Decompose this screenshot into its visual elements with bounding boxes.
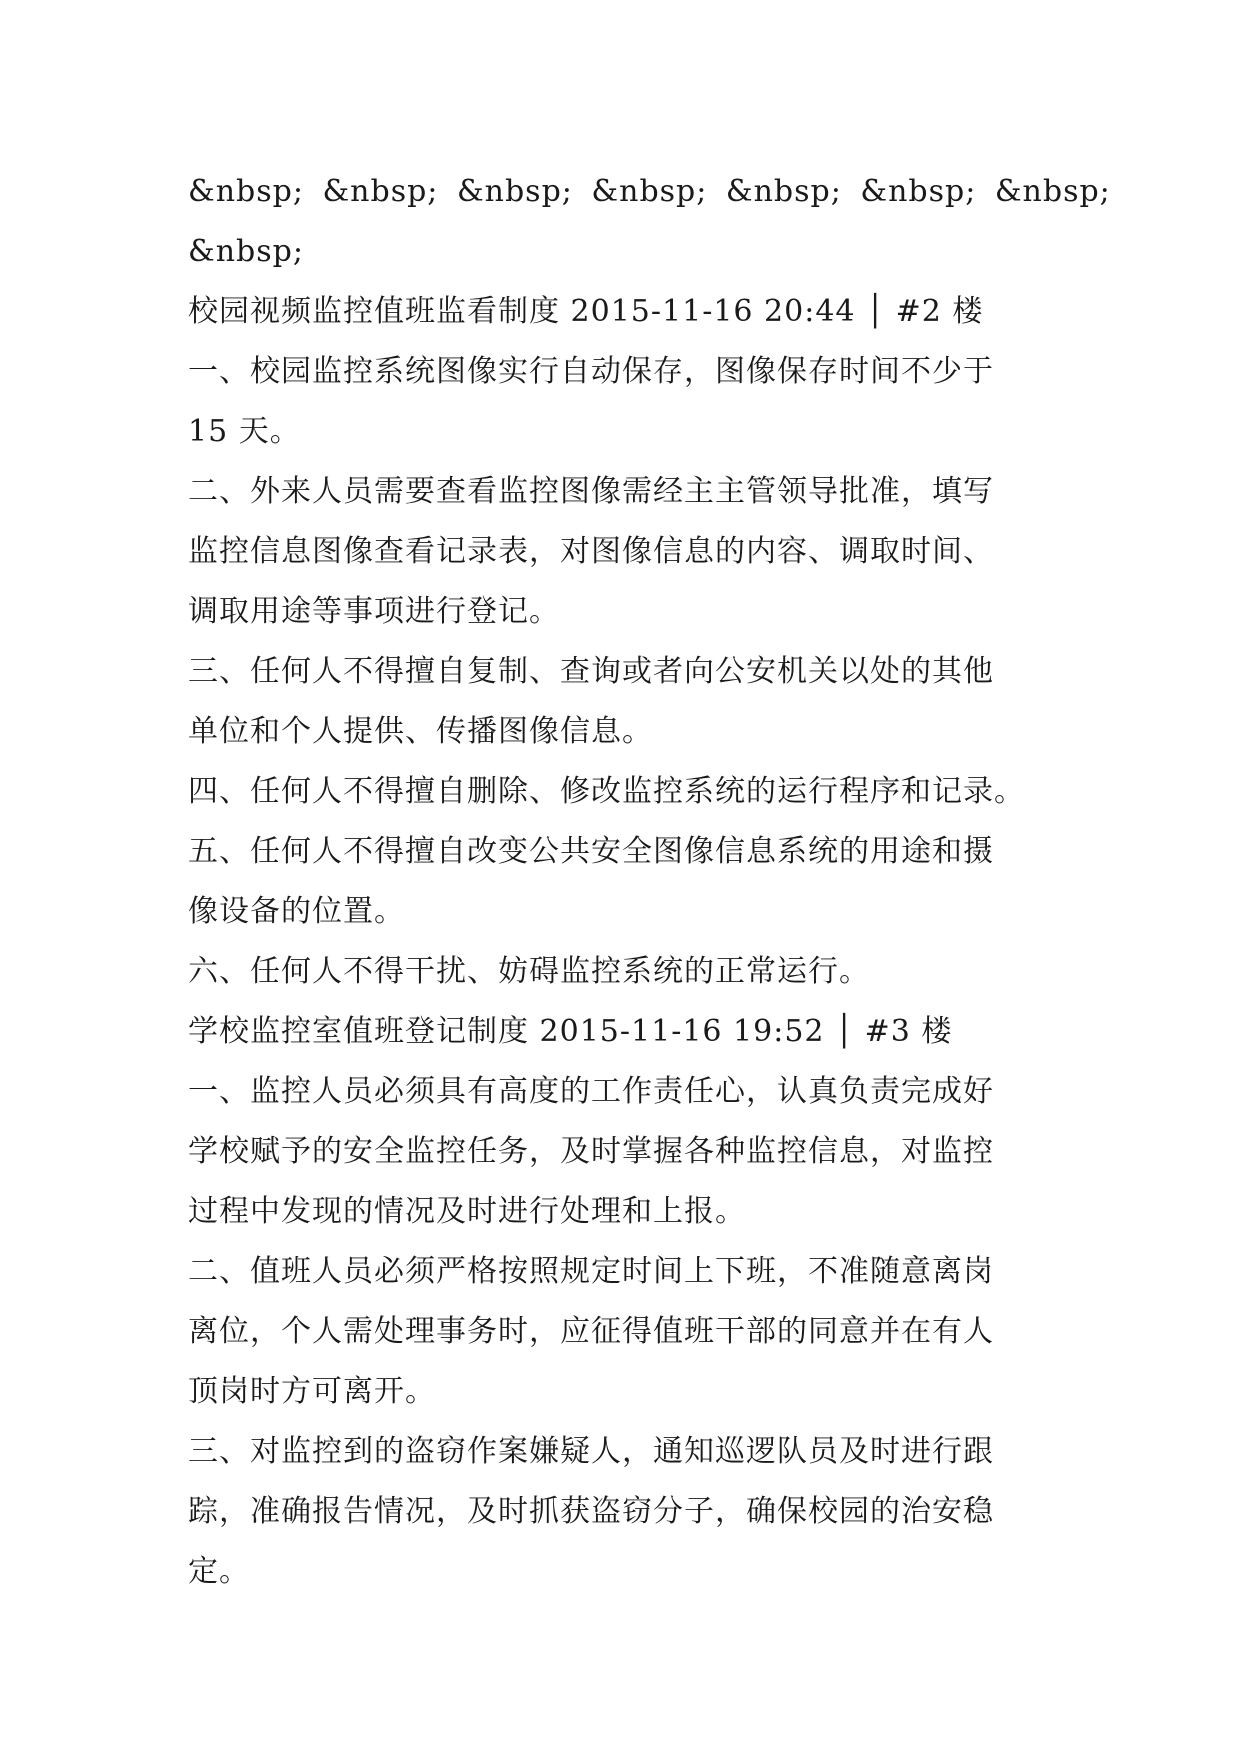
text-line: 三、对监控到的盗窃作案嫌疑人，通知巡逻队员及时进行跟	[188, 1434, 994, 1469]
text-line: 一、校园监控系统图像实行自动保存，图像保存时间不少于	[188, 354, 994, 389]
text-line: 二、外来人员需要查看监控图像需经主主管领导批准，填写	[188, 474, 994, 509]
text-line: 三、任何人不得擅自复制、查询或者向公安机关以处的其他	[188, 654, 994, 689]
text-line: 过程中发现的情况及时进行处理和上报。	[188, 1194, 746, 1229]
text-line: 二、值班人员必须严格按照规定时间上下班，不准随意离岗	[188, 1254, 994, 1289]
text-line: 离位，个人需处理事务时，应征得值班干部的同意并在有人	[188, 1314, 994, 1349]
text-line: 顶岗时方可离开。	[188, 1374, 436, 1409]
text-line: 单位和个人提供、传播图像信息。	[188, 714, 653, 749]
section-heading: 校园视频监控值班监看制度 2015-11-16 20:44 │ #2 楼	[188, 294, 984, 329]
text-line: 定。	[188, 1554, 250, 1589]
text-line: 四、任何人不得擅自删除、修改监控系统的运行程序和记录。	[188, 774, 1025, 809]
text-line: 调取用途等事项进行登记。	[188, 594, 560, 629]
text-line: 一、监控人员必须具有高度的工作责任心，认真负责完成好	[188, 1074, 994, 1109]
text-line: 六、任何人不得干扰、妨碍监控系统的正常运行。	[188, 954, 870, 989]
text-line: 监控信息图像查看记录表，对图像信息的内容、调取时间、	[188, 534, 994, 569]
text-line: 15 天。	[188, 414, 301, 449]
text-line: 学校赋予的安全监控任务，及时掌握各种监控信息，对监控	[188, 1134, 994, 1169]
document-page	[188, 162, 1111, 1602]
text-line: &nbsp;	[188, 234, 304, 269]
text-line: 五、任何人不得擅自改变公共安全图像信息系统的用途和摄	[188, 834, 994, 869]
text-line: 踪，准确报告情况，及时抓获盗窃分子，确保校园的治安稳	[188, 1494, 994, 1529]
text-line: &nbsp; &nbsp; &nbsp; &nbsp; &nbsp; &nbsp; &nbsp;	[188, 174, 1111, 209]
section-heading: 学校监控室值班登记制度 2015-11-16 19:52 │ #3 楼	[188, 1014, 953, 1049]
text-line: 像设备的位置。	[188, 894, 405, 929]
